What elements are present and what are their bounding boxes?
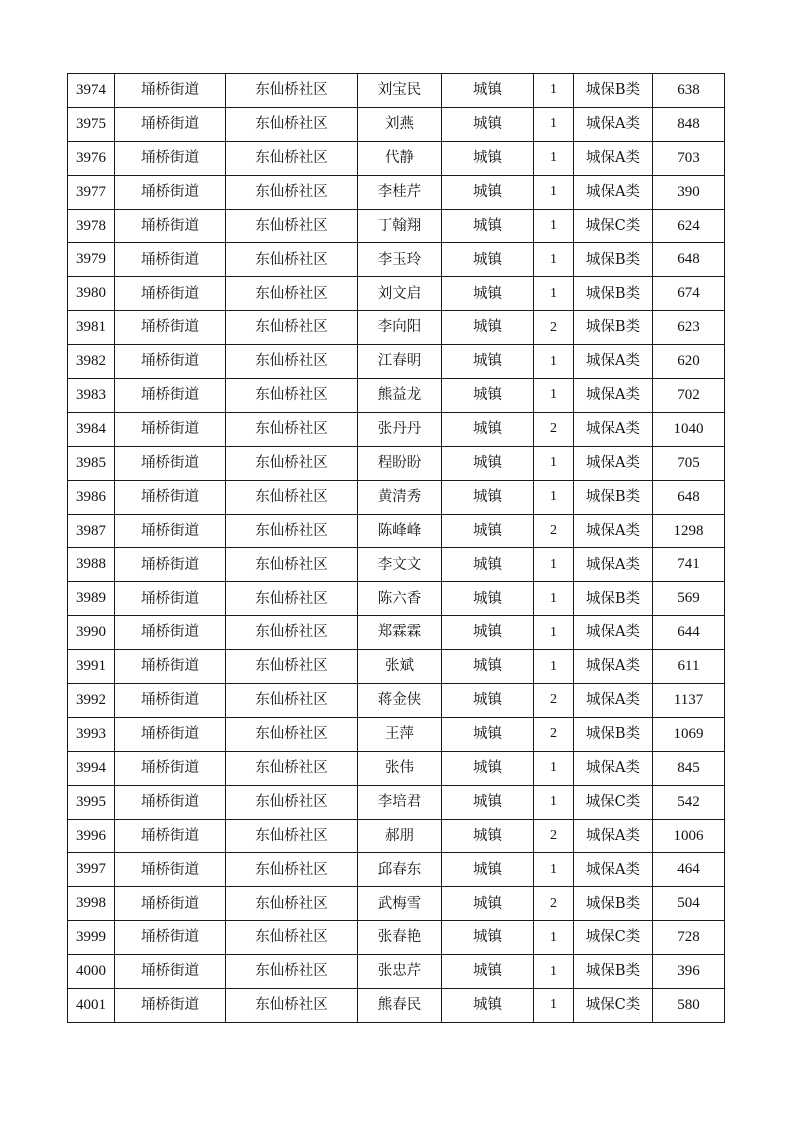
community-cell: 东仙桥社区 <box>226 446 358 480</box>
household-count-cell: 2 <box>534 412 574 446</box>
category-cell: 城保A类 <box>574 345 653 379</box>
category-cell: 城保C类 <box>574 209 653 243</box>
table-row <box>68 243 725 277</box>
table-row <box>68 345 725 379</box>
community-cell: 东仙桥社区 <box>226 989 358 1023</box>
area-type-cell: 城镇 <box>442 412 534 446</box>
household-count-cell: 1 <box>534 785 574 819</box>
category-cell: 城保A类 <box>574 412 653 446</box>
area-type-cell: 城镇 <box>442 684 534 718</box>
table-row <box>68 311 725 345</box>
community-cell: 东仙桥社区 <box>226 751 358 785</box>
street-cell: 埇桥街道 <box>115 107 226 141</box>
area-type-cell: 城镇 <box>442 345 534 379</box>
row-id-cell: 3977 <box>68 175 115 209</box>
street-cell: 埇桥街道 <box>115 650 226 684</box>
table-row <box>68 107 725 141</box>
street-cell: 埇桥街道 <box>115 921 226 955</box>
person-name-cell: 熊益龙 <box>358 379 442 413</box>
amount-cell: 542 <box>653 785 725 819</box>
person-name-cell: 刘燕 <box>358 107 442 141</box>
table-row <box>68 684 725 718</box>
community-cell: 东仙桥社区 <box>226 582 358 616</box>
community-cell: 东仙桥社区 <box>226 209 358 243</box>
area-type-cell: 城镇 <box>442 751 534 785</box>
person-name-cell: 郝朋 <box>358 819 442 853</box>
table-row <box>68 955 725 989</box>
table-row <box>68 379 725 413</box>
data-table <box>67 73 725 1023</box>
person-name-cell: 张斌 <box>358 650 442 684</box>
person-name-cell: 李玉玲 <box>358 243 442 277</box>
amount-cell: 703 <box>653 141 725 175</box>
community-cell: 东仙桥社区 <box>226 548 358 582</box>
category-cell: 城保B类 <box>574 717 653 751</box>
table-row <box>68 480 725 514</box>
row-id-cell: 3982 <box>68 345 115 379</box>
row-id-cell: 4000 <box>68 955 115 989</box>
area-type-cell: 城镇 <box>442 548 534 582</box>
street-cell: 埇桥街道 <box>115 277 226 311</box>
category-cell: 城保A类 <box>574 175 653 209</box>
amount-cell: 1137 <box>653 684 725 718</box>
category-cell: 城保A类 <box>574 446 653 480</box>
household-count-cell: 1 <box>534 175 574 209</box>
category-cell: 城保B类 <box>574 311 653 345</box>
row-id-cell: 3979 <box>68 243 115 277</box>
street-cell: 埇桥街道 <box>115 616 226 650</box>
amount-cell: 638 <box>653 74 725 108</box>
row-id-cell: 3993 <box>68 717 115 751</box>
row-id-cell: 3997 <box>68 853 115 887</box>
table-row <box>68 582 725 616</box>
area-type-cell: 城镇 <box>442 277 534 311</box>
person-name-cell: 刘文启 <box>358 277 442 311</box>
area-type-cell: 城镇 <box>442 819 534 853</box>
row-id-cell: 3984 <box>68 412 115 446</box>
community-cell: 东仙桥社区 <box>226 650 358 684</box>
area-type-cell: 城镇 <box>442 107 534 141</box>
row-id-cell: 3975 <box>68 107 115 141</box>
person-name-cell: 李培君 <box>358 785 442 819</box>
person-name-cell: 蒋金侠 <box>358 684 442 718</box>
table-row <box>68 887 725 921</box>
category-cell: 城保A类 <box>574 616 653 650</box>
amount-cell: 845 <box>653 751 725 785</box>
area-type-cell: 城镇 <box>442 650 534 684</box>
amount-cell: 624 <box>653 209 725 243</box>
table-row <box>68 175 725 209</box>
community-cell: 东仙桥社区 <box>226 853 358 887</box>
street-cell: 埇桥街道 <box>115 717 226 751</box>
household-count-cell: 2 <box>534 819 574 853</box>
category-cell: 城保B类 <box>574 277 653 311</box>
category-cell: 城保C类 <box>574 785 653 819</box>
street-cell: 埇桥街道 <box>115 379 226 413</box>
community-cell: 东仙桥社区 <box>226 819 358 853</box>
street-cell: 埇桥街道 <box>115 141 226 175</box>
person-name-cell: 陈六香 <box>358 582 442 616</box>
row-id-cell: 3996 <box>68 819 115 853</box>
amount-cell: 644 <box>653 616 725 650</box>
street-cell: 埇桥街道 <box>115 74 226 108</box>
area-type-cell: 城镇 <box>442 209 534 243</box>
table-row <box>68 921 725 955</box>
row-id-cell: 3981 <box>68 311 115 345</box>
community-cell: 东仙桥社区 <box>226 141 358 175</box>
area-type-cell: 城镇 <box>442 955 534 989</box>
community-cell: 东仙桥社区 <box>226 74 358 108</box>
area-type-cell: 城镇 <box>442 480 534 514</box>
row-id-cell: 3978 <box>68 209 115 243</box>
area-type-cell: 城镇 <box>442 311 534 345</box>
person-name-cell: 李桂芹 <box>358 175 442 209</box>
area-type-cell: 城镇 <box>442 175 534 209</box>
category-cell: 城保B类 <box>574 243 653 277</box>
amount-cell: 504 <box>653 887 725 921</box>
community-cell: 东仙桥社区 <box>226 785 358 819</box>
household-count-cell: 1 <box>534 209 574 243</box>
category-cell: 城保A类 <box>574 751 653 785</box>
person-name-cell: 李文文 <box>358 548 442 582</box>
community-cell: 东仙桥社区 <box>226 345 358 379</box>
category-cell: 城保B类 <box>574 887 653 921</box>
community-cell: 东仙桥社区 <box>226 175 358 209</box>
row-id-cell: 3998 <box>68 887 115 921</box>
row-id-cell: 3980 <box>68 277 115 311</box>
amount-cell: 648 <box>653 243 725 277</box>
household-count-cell: 1 <box>534 921 574 955</box>
category-cell: 城保B类 <box>574 480 653 514</box>
area-type-cell: 城镇 <box>442 616 534 650</box>
amount-cell: 702 <box>653 379 725 413</box>
amount-cell: 648 <box>653 480 725 514</box>
household-count-cell: 1 <box>534 107 574 141</box>
amount-cell: 741 <box>653 548 725 582</box>
person-name-cell: 邱春东 <box>358 853 442 887</box>
street-cell: 埇桥街道 <box>115 582 226 616</box>
area-type-cell: 城镇 <box>442 74 534 108</box>
area-type-cell: 城镇 <box>442 446 534 480</box>
person-name-cell: 张伟 <box>358 751 442 785</box>
street-cell: 埇桥街道 <box>115 785 226 819</box>
household-count-cell: 1 <box>534 751 574 785</box>
household-count-cell: 1 <box>534 277 574 311</box>
table-row <box>68 74 725 108</box>
category-cell: 城保C类 <box>574 989 653 1023</box>
household-count-cell: 1 <box>534 650 574 684</box>
street-cell: 埇桥街道 <box>115 548 226 582</box>
amount-cell: 396 <box>653 955 725 989</box>
amount-cell: 1006 <box>653 819 725 853</box>
community-cell: 东仙桥社区 <box>226 717 358 751</box>
person-name-cell: 丁翰翔 <box>358 209 442 243</box>
amount-cell: 1298 <box>653 514 725 548</box>
street-cell: 埇桥街道 <box>115 209 226 243</box>
street-cell: 埇桥街道 <box>115 514 226 548</box>
household-count-cell: 1 <box>534 446 574 480</box>
household-count-cell: 1 <box>534 74 574 108</box>
row-id-cell: 3991 <box>68 650 115 684</box>
row-id-cell: 3986 <box>68 480 115 514</box>
table-row <box>68 514 725 548</box>
household-count-cell: 1 <box>534 989 574 1023</box>
person-name-cell: 程盼盼 <box>358 446 442 480</box>
amount-cell: 390 <box>653 175 725 209</box>
row-id-cell: 4001 <box>68 989 115 1023</box>
community-cell: 东仙桥社区 <box>226 412 358 446</box>
amount-cell: 620 <box>653 345 725 379</box>
household-count-cell: 2 <box>534 311 574 345</box>
community-cell: 东仙桥社区 <box>226 921 358 955</box>
household-count-cell: 2 <box>534 514 574 548</box>
amount-cell: 611 <box>653 650 725 684</box>
community-cell: 东仙桥社区 <box>226 514 358 548</box>
community-cell: 东仙桥社区 <box>226 107 358 141</box>
table-row <box>68 412 725 446</box>
community-cell: 东仙桥社区 <box>226 684 358 718</box>
household-count-cell: 1 <box>534 616 574 650</box>
amount-cell: 1040 <box>653 412 725 446</box>
area-type-cell: 城镇 <box>442 379 534 413</box>
row-id-cell: 3976 <box>68 141 115 175</box>
category-cell: 城保A类 <box>574 819 653 853</box>
household-count-cell: 2 <box>534 887 574 921</box>
household-count-cell: 1 <box>534 955 574 989</box>
table-row <box>68 785 725 819</box>
person-name-cell: 王萍 <box>358 717 442 751</box>
street-cell: 埇桥街道 <box>115 412 226 446</box>
area-type-cell: 城镇 <box>442 785 534 819</box>
person-name-cell: 李向阳 <box>358 311 442 345</box>
street-cell: 埇桥街道 <box>115 887 226 921</box>
person-name-cell: 代静 <box>358 141 442 175</box>
amount-cell: 848 <box>653 107 725 141</box>
person-name-cell: 刘宝民 <box>358 74 442 108</box>
person-name-cell: 江春明 <box>358 345 442 379</box>
row-id-cell: 3988 <box>68 548 115 582</box>
table-row <box>68 277 725 311</box>
table-body <box>68 74 725 1023</box>
community-cell: 东仙桥社区 <box>226 311 358 345</box>
household-count-cell: 1 <box>534 345 574 379</box>
household-count-cell: 1 <box>534 141 574 175</box>
community-cell: 东仙桥社区 <box>226 616 358 650</box>
area-type-cell: 城镇 <box>442 141 534 175</box>
street-cell: 埇桥街道 <box>115 480 226 514</box>
street-cell: 埇桥街道 <box>115 446 226 480</box>
row-id-cell: 3999 <box>68 921 115 955</box>
table-row <box>68 819 725 853</box>
household-count-cell: 2 <box>534 717 574 751</box>
street-cell: 埇桥街道 <box>115 955 226 989</box>
area-type-cell: 城镇 <box>442 853 534 887</box>
street-cell: 埇桥街道 <box>115 751 226 785</box>
area-type-cell: 城镇 <box>442 243 534 277</box>
community-cell: 东仙桥社区 <box>226 955 358 989</box>
person-name-cell: 武梅雪 <box>358 887 442 921</box>
row-id-cell: 3983 <box>68 379 115 413</box>
table-row <box>68 717 725 751</box>
category-cell: 城保A类 <box>574 107 653 141</box>
street-cell: 埇桥街道 <box>115 684 226 718</box>
table-row <box>68 751 725 785</box>
category-cell: 城保B类 <box>574 74 653 108</box>
row-id-cell: 3995 <box>68 785 115 819</box>
amount-cell: 1069 <box>653 717 725 751</box>
amount-cell: 623 <box>653 311 725 345</box>
row-id-cell: 3990 <box>68 616 115 650</box>
row-id-cell: 3994 <box>68 751 115 785</box>
household-count-cell: 1 <box>534 548 574 582</box>
row-id-cell: 3985 <box>68 446 115 480</box>
row-id-cell: 3992 <box>68 684 115 718</box>
category-cell: 城保A类 <box>574 650 653 684</box>
area-type-cell: 城镇 <box>442 514 534 548</box>
table-row <box>68 650 725 684</box>
area-type-cell: 城镇 <box>442 989 534 1023</box>
area-type-cell: 城镇 <box>442 582 534 616</box>
table-row <box>68 141 725 175</box>
area-type-cell: 城镇 <box>442 887 534 921</box>
category-cell: 城保A类 <box>574 379 653 413</box>
community-cell: 东仙桥社区 <box>226 480 358 514</box>
household-count-cell: 1 <box>534 582 574 616</box>
street-cell: 埇桥街道 <box>115 243 226 277</box>
category-cell: 城保A类 <box>574 548 653 582</box>
street-cell: 埇桥街道 <box>115 853 226 887</box>
table-row <box>68 989 725 1023</box>
area-type-cell: 城镇 <box>442 921 534 955</box>
amount-cell: 464 <box>653 853 725 887</box>
area-type-cell: 城镇 <box>442 717 534 751</box>
table-row <box>68 616 725 650</box>
table-row <box>68 548 725 582</box>
street-cell: 埇桥街道 <box>115 345 226 379</box>
household-count-cell: 1 <box>534 243 574 277</box>
community-cell: 东仙桥社区 <box>226 379 358 413</box>
category-cell: 城保A类 <box>574 141 653 175</box>
table-row <box>68 853 725 887</box>
table-row <box>68 209 725 243</box>
household-count-cell: 1 <box>534 379 574 413</box>
household-count-cell: 1 <box>534 853 574 887</box>
street-cell: 埇桥街道 <box>115 989 226 1023</box>
community-cell: 东仙桥社区 <box>226 277 358 311</box>
category-cell: 城保A类 <box>574 514 653 548</box>
amount-cell: 674 <box>653 277 725 311</box>
person-name-cell: 郑霖霖 <box>358 616 442 650</box>
person-name-cell: 张丹丹 <box>358 412 442 446</box>
community-cell: 东仙桥社区 <box>226 887 358 921</box>
person-name-cell: 熊春民 <box>358 989 442 1023</box>
household-count-cell: 1 <box>534 480 574 514</box>
street-cell: 埇桥街道 <box>115 819 226 853</box>
person-name-cell: 张春艳 <box>358 921 442 955</box>
amount-cell: 580 <box>653 989 725 1023</box>
amount-cell: 705 <box>653 446 725 480</box>
street-cell: 埇桥街道 <box>115 175 226 209</box>
community-cell: 东仙桥社区 <box>226 243 358 277</box>
category-cell: 城保B类 <box>574 955 653 989</box>
row-id-cell: 3989 <box>68 582 115 616</box>
category-cell: 城保C类 <box>574 921 653 955</box>
person-name-cell: 陈峰峰 <box>358 514 442 548</box>
amount-cell: 569 <box>653 582 725 616</box>
row-id-cell: 3987 <box>68 514 115 548</box>
category-cell: 城保A类 <box>574 853 653 887</box>
person-name-cell: 张忠芹 <box>358 955 442 989</box>
category-cell: 城保A类 <box>574 684 653 718</box>
household-count-cell: 2 <box>534 684 574 718</box>
row-id-cell: 3974 <box>68 74 115 108</box>
table-row <box>68 446 725 480</box>
street-cell: 埇桥街道 <box>115 311 226 345</box>
person-name-cell: 黄清秀 <box>358 480 442 514</box>
amount-cell: 728 <box>653 921 725 955</box>
category-cell: 城保B类 <box>574 582 653 616</box>
